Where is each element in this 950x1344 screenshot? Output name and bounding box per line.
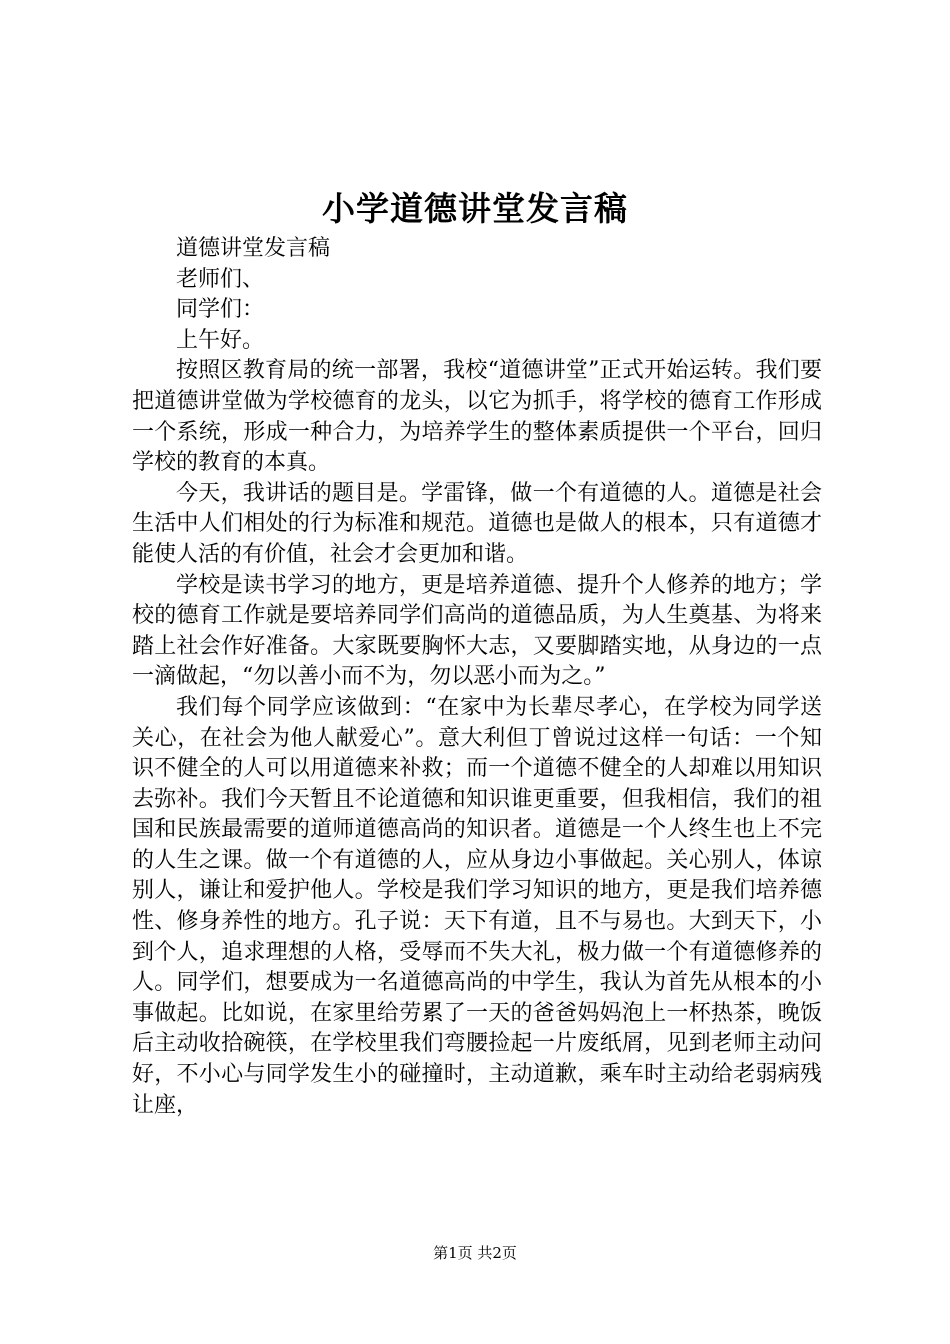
paragraph-heading: 道德讲堂发言稿 [176,236,331,261]
page-footer: 第1页 共2页 [433,1244,517,1262]
paragraph-intro: 按照区教育局的统一部署，我校“道德讲堂”正式开始运转。我们要把道德讲堂做为学校德育的龙头，以它为抓手，将学校的德育工作形成一个系统，形成一种合力，为培养学生的整体素质提供一个平台，回归学校的教育的本真。 [132,358,822,476]
paragraph-school: 学校是读书学习的地方，更是培养道德、提升个人修养的地方；学校的德育工作就是要培养同学们高尚的道德品质，为人生奠基、为将来踏上社会作好准备。大家既要胸怀大志，又要脚踏实地，从身边的一点一滴做起，“勿以善小而不为，勿以恶小而为之。” [132,572,822,690]
paragraph-salutation-students: 同学们： [176,297,265,323]
document-title: 小学道德讲堂发言稿 [322,189,628,228]
paragraph-greeting: 上午好。 [176,327,265,353]
document-body [132,234,822,1121]
paragraph-topic: 今天，我讲话的题目是。学雷锋，做一个有道德的人。道德是社会生活中人们相处的行为标准和规范。道德也是做人的根本，只有道德才能使人活的有价值，社会才会更加和谐。 [132,480,822,567]
paragraph-conduct: 我们每个同学应该做到：“在家中为长辈尽孝心，在学校为同学送关心，在社会为他人献爱心”。意大利但丁曾说过这样一句话：一个知识不健全的人可以用道德来补救；而一个道德不健全的人却难以用知识去弥补。我们今天暂且不论道德和知识谁更重要，但我相信，我们的祖国和民族最需要的道师道德高尚的知识者。道德是一个人终生也上不完的人生之课。做一个有道德的人，应从身边小事做起。关心别人，体谅别人，谦让和爱护他人。学校是我们学习知识的地方，更是我们培养德性、修身养性的地方。孔子说：天下有道，且不与易也。大到天下，小到个人，追求理想的人格，受辱而不失大礼，极力做一个有道德修养的人。同学们，想要成为一名道德高尚的中学生，我认为首先从根本的小事做起。比如说，在家里给劳累了一天的爸爸妈妈泡上一杯热茶，晚饭后主动收拾碗筷，在学校里我们弯腰捡起一片废纸屑，见到老师主动问好，不小心与同学发生小的碰撞时，主动道歉，乘车时主动给老弱病残让座， [132,694,822,1118]
paragraph-salutation-teachers: 老师们、 [176,266,265,292]
